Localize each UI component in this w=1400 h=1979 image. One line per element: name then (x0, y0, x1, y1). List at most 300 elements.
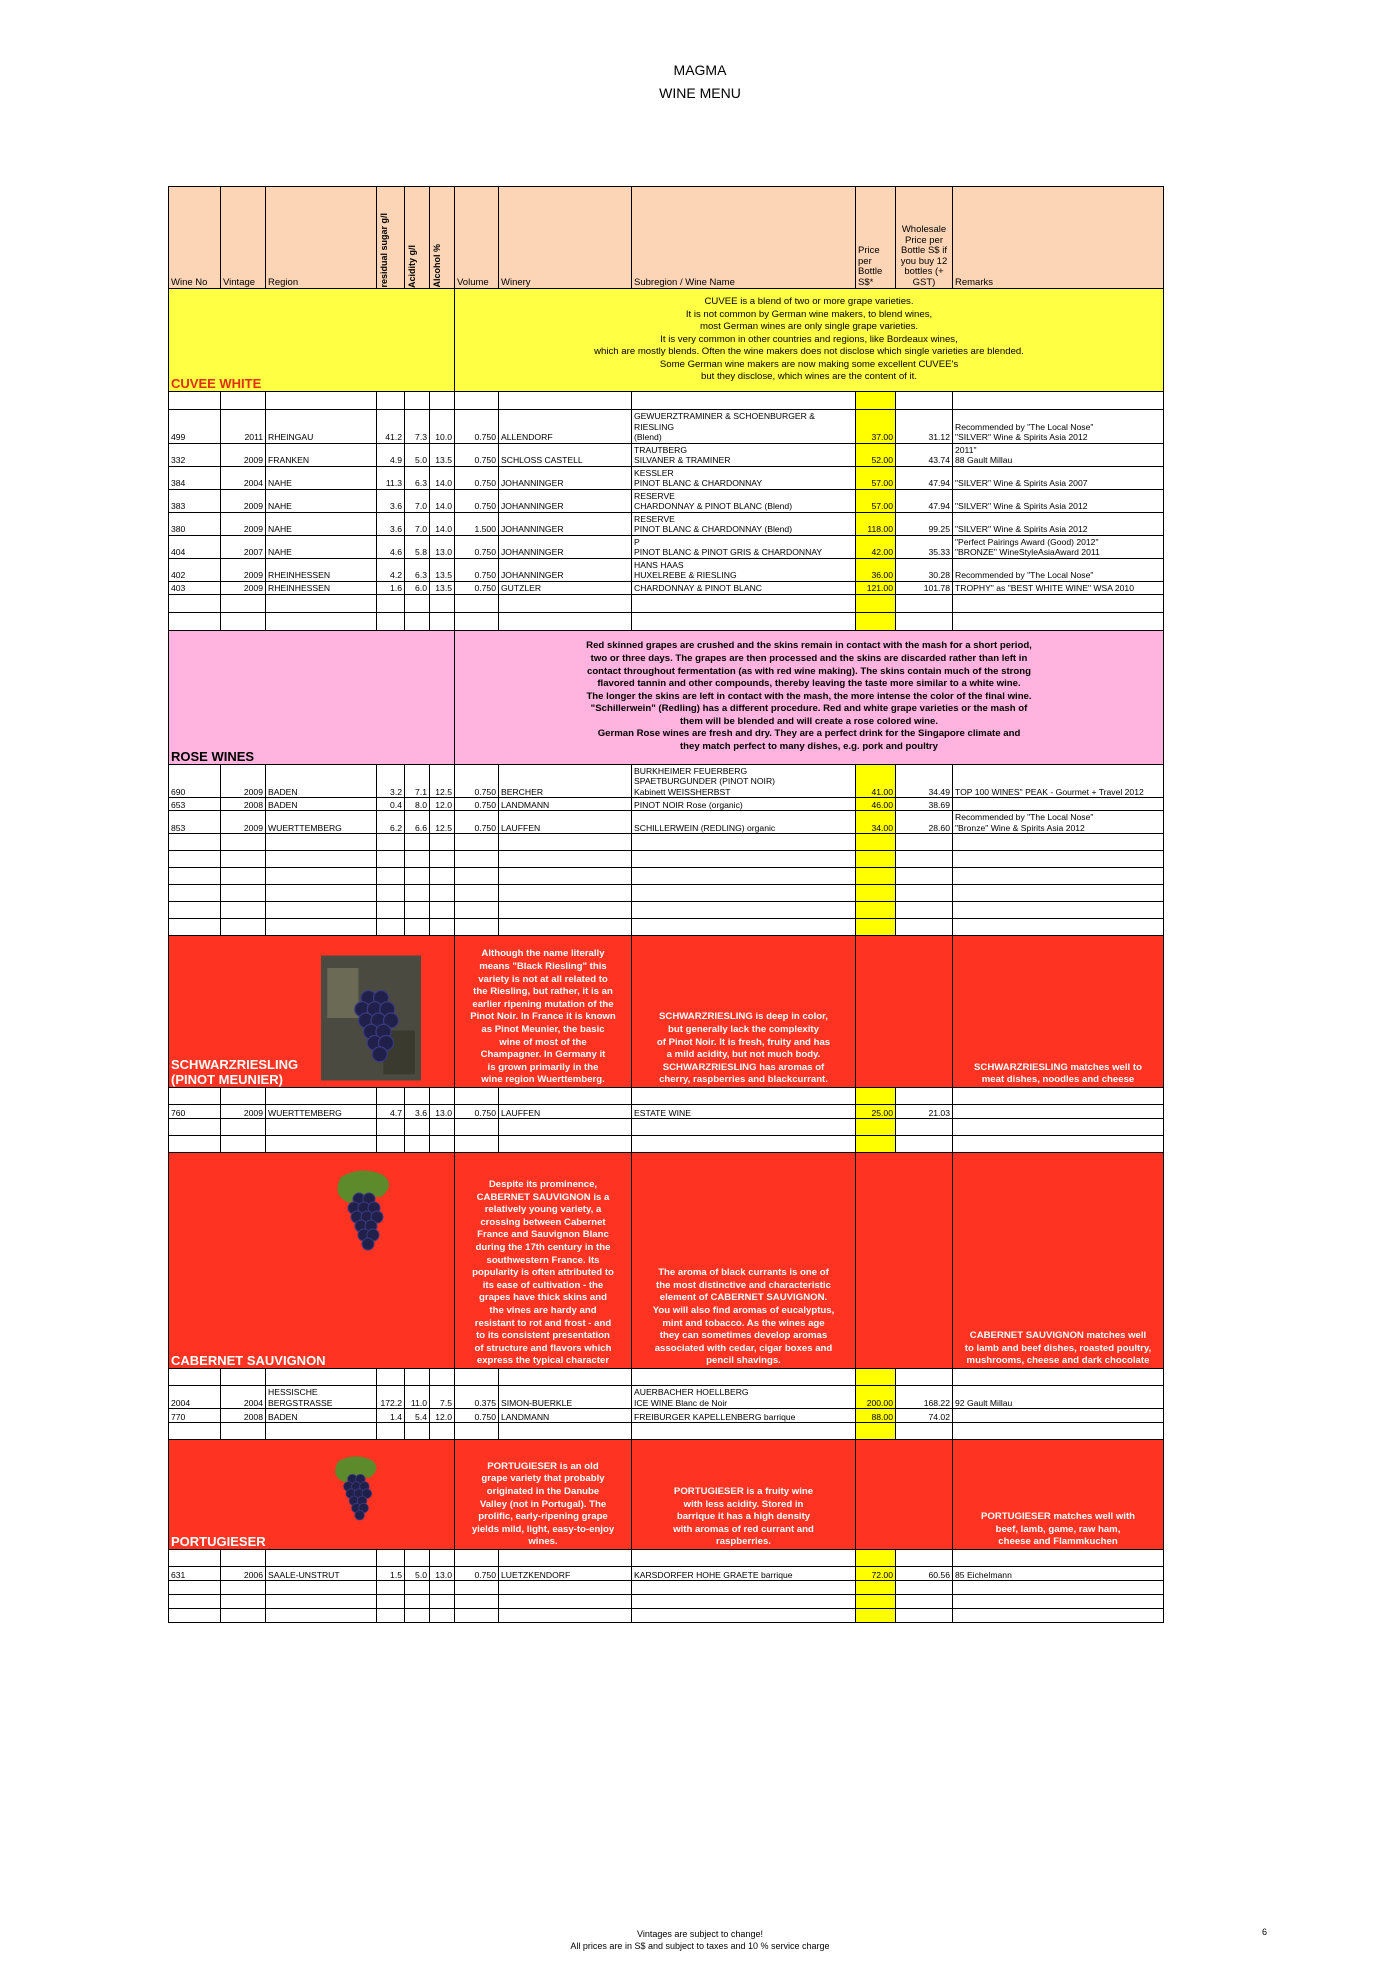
schwarz-pairing: SCHWARZRIESLING matches well to meat dishes, noodles and cheese (953, 936, 1164, 1088)
remarks: 92 Gault Millau (953, 1386, 1164, 1409)
empty-cell (896, 868, 953, 885)
empty-cell (221, 1136, 266, 1153)
wine-number: 499 (169, 410, 221, 444)
empty-cell (856, 1153, 953, 1369)
page-number: 6 (1262, 1927, 1268, 1937)
table-row (169, 1119, 1164, 1136)
table-row (169, 630, 1164, 764)
empty-cell (953, 1369, 1164, 1386)
table-row (169, 868, 1164, 885)
empty-cell (377, 834, 405, 851)
price: 118.00 (856, 512, 896, 535)
vintage: 2009 (221, 489, 266, 512)
empty-cell (632, 1088, 856, 1105)
table-row (169, 535, 1164, 558)
schwarz-title: SCHWARZRIESLING (PINOT MEUNIER) (171, 1057, 299, 1087)
empty-cell (405, 1119, 430, 1136)
empty-cell (953, 1581, 1164, 1595)
empty-cell (499, 1423, 632, 1440)
remarks: 85 Eichelmann (953, 1567, 1164, 1581)
empty-cell (632, 594, 856, 612)
price: 46.00 (856, 798, 896, 811)
empty-cell (499, 612, 632, 630)
empty-cell (169, 1136, 221, 1153)
table-row (169, 798, 1164, 811)
empty-cell (377, 1369, 405, 1386)
winery: LAUFFEN (499, 1105, 632, 1119)
price: 36.00 (856, 558, 896, 581)
table-row (169, 851, 1164, 868)
alcohol: 14.0 (430, 466, 455, 489)
empty-cell (455, 902, 499, 919)
empty-cell (632, 1595, 856, 1609)
table-row (169, 1595, 1164, 1609)
volume: 0.750 (455, 466, 499, 489)
empty-cell (221, 834, 266, 851)
region: FRANKEN (266, 443, 377, 466)
empty-cell (430, 1550, 455, 1567)
empty-cell (953, 885, 1164, 902)
wine-number: 383 (169, 489, 221, 512)
table-row (169, 558, 1164, 581)
empty-cell (455, 1369, 499, 1386)
empty-cell (896, 1581, 953, 1595)
alcohol: 12.0 (430, 798, 455, 811)
empty-cell (266, 612, 377, 630)
residual-sugar: 1.6 (377, 581, 405, 594)
grape-image (321, 1165, 401, 1268)
empty-cell (221, 1423, 266, 1440)
schwarz-aroma: SCHWARZRIESLING is deep in color, but generally lack the complexity of Pinot Noir. It is fresh, fruity and has a mild acidity, but not much body. SCHWARZRIESLING has aromas of cherry, raspberries and blackcurrant. (632, 936, 856, 1088)
empty-cell (896, 1550, 953, 1567)
winery: JOHANNINGER (499, 535, 632, 558)
region: RHEINHESSEN (266, 558, 377, 581)
empty-cell (266, 851, 377, 868)
wine-number: 402 (169, 558, 221, 581)
residual-sugar: 3.2 (377, 764, 405, 798)
empty-cell (856, 594, 896, 612)
vintage: 2009 (221, 558, 266, 581)
empty-cell (266, 1595, 377, 1609)
wine-number: 403 (169, 581, 221, 594)
winery: LUETZKENDORF (499, 1567, 632, 1581)
empty-cell (455, 1136, 499, 1153)
empty-cell (221, 1609, 266, 1623)
remarks: TOP 100 WINES" PEAK - Gourmet + Travel 2012 (953, 764, 1164, 798)
empty-cell (221, 1595, 266, 1609)
empty-cell (377, 1595, 405, 1609)
menu-title: MAGMA (673, 62, 727, 78)
empty-cell (896, 851, 953, 868)
cabernet-title: CABERNET SAUVIGNON (171, 1353, 326, 1368)
wine-name: ESTATE WINE (632, 1105, 856, 1119)
empty-cell (499, 1609, 632, 1623)
cuvee-description: CUVEE is a blend of two or more grape varieties. It is not common by German wine makers, to blend wines, most German wines are only single grape varieties. It is very common in other countries and regions, like Bordeaux wines, which are mostly blends. Often the wine makers does not disclose which single varieties are blended. Some German wine makers are now making some excellent CUVEE's but they disclose, which wines are the content of it. (455, 289, 1164, 392)
vintage: 2007 (221, 535, 266, 558)
empty-cell (499, 919, 632, 936)
price: 34.00 (856, 811, 896, 834)
wine-table (168, 186, 1164, 1623)
empty-cell (953, 1088, 1164, 1105)
table-row (169, 466, 1164, 489)
table-row (169, 1581, 1164, 1595)
volume: 0.375 (455, 1386, 499, 1409)
column-header-alcohol (430, 187, 455, 289)
price: 52.00 (856, 443, 896, 466)
table-row (169, 936, 1164, 1088)
vintage: 2011 (221, 410, 266, 444)
price: 25.00 (856, 1105, 896, 1119)
empty-cell (266, 902, 377, 919)
table-row (169, 1609, 1164, 1623)
empty-cell (632, 902, 856, 919)
cabernet-pairing: CABERNET SAUVIGNON matches well to lamb and beef dishes, roasted poultry, mushrooms, cheese and dark chocolate (953, 1153, 1164, 1369)
remarks: "Perfect Pairings Award (Good) 2012" "BRONZE" WineStyleAsiaAward 2011 (953, 535, 1164, 558)
empty-cell (405, 1369, 430, 1386)
empty-cell (953, 902, 1164, 919)
empty-cell (266, 919, 377, 936)
empty-cell (221, 1581, 266, 1595)
empty-cell (221, 919, 266, 936)
empty-cell (405, 392, 430, 410)
volume: 0.750 (455, 443, 499, 466)
wholesale-price: 74.02 (896, 1409, 953, 1423)
empty-cell (455, 1119, 499, 1136)
remarks: "SILVER" Wine & Spirits Asia 2012 (953, 489, 1164, 512)
empty-cell (856, 851, 896, 868)
empty-cell (430, 612, 455, 630)
table-row (169, 834, 1164, 851)
empty-cell (430, 1581, 455, 1595)
volume: 0.750 (455, 558, 499, 581)
empty-cell (632, 885, 856, 902)
empty-cell (430, 919, 455, 936)
acidity: 7.0 (405, 489, 430, 512)
empty-cell (221, 902, 266, 919)
acidity: 6.3 (405, 558, 430, 581)
winery: JOHANNINGER (499, 489, 632, 512)
vintage: 2008 (221, 798, 266, 811)
empty-cell (377, 1088, 405, 1105)
portugieser-title: PORTUGIESER (171, 1534, 266, 1549)
empty-cell (856, 612, 896, 630)
winery: SCHLOSS CASTELL (499, 443, 632, 466)
residual-sugar: 41.2 (377, 410, 405, 444)
empty-cell (221, 1088, 266, 1105)
volume: 1.500 (455, 512, 499, 535)
region: BADEN (266, 798, 377, 811)
cabernet-title-cell (169, 1153, 455, 1369)
empty-cell (856, 1136, 896, 1153)
empty-cell (499, 885, 632, 902)
vintage: 2004 (221, 466, 266, 489)
vintage: 2009 (221, 581, 266, 594)
wine-number: 770 (169, 1409, 221, 1423)
empty-cell (169, 868, 221, 885)
empty-cell (266, 1369, 377, 1386)
volume: 0.750 (455, 535, 499, 558)
empty-cell (377, 1423, 405, 1440)
table-row (169, 1440, 1164, 1550)
acidity: 11.0 (405, 1386, 430, 1409)
acidity: 6.6 (405, 811, 430, 834)
column-header-sugar (377, 187, 405, 289)
volume: 0.750 (455, 1409, 499, 1423)
volume: 0.750 (455, 489, 499, 512)
remarks: "SILVER" Wine & Spirits Asia 2007 (953, 466, 1164, 489)
empty-cell (169, 1119, 221, 1136)
empty-cell (405, 1550, 430, 1567)
remarks: Recommended by "The Local Nose" "SILVER" Wine & Spirits Asia 2012 (953, 410, 1164, 444)
residual-sugar: 1.5 (377, 1567, 405, 1581)
vintage: 2009 (221, 512, 266, 535)
table-row (169, 885, 1164, 902)
empty-cell (896, 919, 953, 936)
region: NAHE (266, 466, 377, 489)
alcohol: 7.5 (430, 1386, 455, 1409)
portugieser-title-cell (169, 1440, 455, 1550)
acidity: 6.3 (405, 466, 430, 489)
empty-cell (499, 392, 632, 410)
acidity: 5.8 (405, 535, 430, 558)
price: 41.00 (856, 764, 896, 798)
empty-cell (377, 1581, 405, 1595)
column-header-subregion: Subregion / Wine Name (632, 187, 856, 289)
wine-name: SCHILLERWEIN (REDLING) organic (632, 811, 856, 834)
empty-cell (499, 834, 632, 851)
table-row (169, 764, 1164, 798)
empty-cell (405, 919, 430, 936)
empty-cell (856, 1440, 953, 1550)
table-row (169, 1369, 1164, 1386)
volume: 0.750 (455, 1567, 499, 1581)
column-header-acidity (405, 187, 430, 289)
empty-cell (953, 1136, 1164, 1153)
wine-number: 332 (169, 443, 221, 466)
wine-name: P PINOT BLANC & PINOT GRIS & CHARDONNAY (632, 535, 856, 558)
table-row (169, 1153, 1164, 1369)
price: 200.00 (856, 1386, 896, 1409)
price: 72.00 (856, 1567, 896, 1581)
empty-cell (430, 1119, 455, 1136)
column-header-label: Alcohol % (432, 244, 442, 288)
empty-cell (896, 612, 953, 630)
empty-cell (455, 1609, 499, 1623)
empty-cell (896, 392, 953, 410)
cabernet-description: Despite its prominence, CABERNET SAUVIGNON is a relatively young variety, a crossing between Cabernet France and Sauvignon Blanc during the 17th century in the southwestern France. Its popularity is often attributed to its ease of cultivation - the grapes have thick skins and the vines are hardy and resistant to rot and frost - and to its consistent presentation of structure and flavors which express the typical character (455, 1153, 632, 1369)
empty-cell (221, 851, 266, 868)
empty-cell (377, 868, 405, 885)
empty-cell (377, 1609, 405, 1623)
table-row (169, 289, 1164, 392)
empty-cell (266, 1550, 377, 1567)
column-header-wine-no: Wine No (169, 187, 221, 289)
empty-cell (221, 868, 266, 885)
wholesale-price: 47.94 (896, 489, 953, 512)
wholesale-price: 60.56 (896, 1567, 953, 1581)
empty-cell (405, 902, 430, 919)
portugieser-description: PORTUGIESER is an old grape variety that probably originated in the Danube Valley (not in Portugal). The prolific, early-ripening grape yields mild, light, easy-to-enjoy wines. (455, 1440, 632, 1550)
residual-sugar: 172.2 (377, 1386, 405, 1409)
wine-number: 690 (169, 764, 221, 798)
region: HESSISCHE BERGSTRASSE (266, 1386, 377, 1409)
alcohol: 14.0 (430, 489, 455, 512)
empty-cell (632, 1369, 856, 1386)
empty-cell (455, 1595, 499, 1609)
empty-cell (169, 1581, 221, 1595)
empty-cell (896, 1595, 953, 1609)
empty-cell (221, 1119, 266, 1136)
wine-name: KARSDORFER HOHE GRAETE barrique (632, 1567, 856, 1581)
acidity: 7.0 (405, 512, 430, 535)
empty-cell (499, 1119, 632, 1136)
empty-cell (856, 902, 896, 919)
empty-cell (632, 834, 856, 851)
cabernet-aroma: The aroma of black currants is one of the most distinctive and characteristic element of CABERNET SAUVIGNON. You will also find aromas of eucalyptus, mint and tobacco. As the wines age they can sometimes develop aromas associated with cedar, cigar boxes and pencil shavings. (632, 1153, 856, 1369)
vintage: 2008 (221, 1409, 266, 1423)
vintage: 2006 (221, 1567, 266, 1581)
acidity: 8.0 (405, 798, 430, 811)
empty-cell (455, 885, 499, 902)
empty-cell (632, 1119, 856, 1136)
price: 42.00 (856, 535, 896, 558)
table-row (169, 902, 1164, 919)
acidity: 7.3 (405, 410, 430, 444)
price: 37.00 (856, 410, 896, 444)
empty-cell (632, 1609, 856, 1623)
empty-cell (896, 1369, 953, 1386)
wine-name: CHARDONNAY & PINOT BLANC (632, 581, 856, 594)
footer-note: Vintages are subject to change! (637, 1929, 763, 1939)
empty-cell (405, 612, 430, 630)
empty-cell (405, 1581, 430, 1595)
remarks: TROPHY" as "BEST WHITE WINE" WSA 2010 (953, 581, 1164, 594)
empty-cell (169, 1088, 221, 1105)
empty-cell (856, 1581, 896, 1595)
table-row (169, 811, 1164, 834)
wine-number: 380 (169, 512, 221, 535)
vintage: 2004 (221, 1386, 266, 1409)
residual-sugar: 4.2 (377, 558, 405, 581)
empty-cell (632, 919, 856, 936)
empty-cell (499, 1595, 632, 1609)
region: BADEN (266, 1409, 377, 1423)
wine-name: FREIBURGER KAPELLENBERG barrique (632, 1409, 856, 1423)
table-row (169, 1567, 1164, 1581)
residual-sugar: 0.4 (377, 798, 405, 811)
empty-cell (377, 1119, 405, 1136)
empty-cell (377, 902, 405, 919)
alcohol: 12.5 (430, 764, 455, 798)
table-row (169, 1105, 1164, 1119)
volume: 0.750 (455, 798, 499, 811)
footer-prices-note: All prices are in S$ and subject to taxes and 10 % service charge (570, 1941, 830, 1951)
empty-cell (266, 392, 377, 410)
empty-cell (169, 851, 221, 868)
alcohol: 13.5 (430, 581, 455, 594)
empty-cell (896, 834, 953, 851)
remarks: 2011" 88 Gault Millau (953, 443, 1164, 466)
acidity: 3.6 (405, 1105, 430, 1119)
empty-cell (405, 1088, 430, 1105)
column-header-region: Region (266, 187, 377, 289)
vintage: 2009 (221, 811, 266, 834)
acidity: 5.0 (405, 443, 430, 466)
cuvee-title: CUVEE WHITE (169, 289, 455, 392)
table-row (169, 187, 1164, 289)
wine-name: TRAUTBERG SILVANER & TRAMINER (632, 443, 856, 466)
table-row (169, 919, 1164, 936)
wholesale-price: 38.69 (896, 798, 953, 811)
empty-cell (405, 834, 430, 851)
winery: SIMON-BUERKLE (499, 1386, 632, 1409)
empty-cell (499, 902, 632, 919)
empty-cell (455, 392, 499, 410)
winery: ALLENDORF (499, 410, 632, 444)
volume: 0.750 (455, 1105, 499, 1119)
empty-cell (430, 1423, 455, 1440)
wine-number: 653 (169, 798, 221, 811)
empty-cell (953, 612, 1164, 630)
winery: LAUFFEN (499, 811, 632, 834)
wholesale-price: 47.94 (896, 466, 953, 489)
empty-cell (405, 1423, 430, 1440)
empty-cell (856, 1595, 896, 1609)
empty-cell (221, 1550, 266, 1567)
empty-cell (953, 392, 1164, 410)
empty-cell (896, 1088, 953, 1105)
table-row (169, 612, 1164, 630)
wine-name: AUERBACHER HOELLBERG ICE WINE Blanc de Noir (632, 1386, 856, 1409)
empty-cell (953, 851, 1164, 868)
empty-cell (896, 1609, 953, 1623)
empty-cell (405, 594, 430, 612)
empty-cell (953, 1119, 1164, 1136)
alcohol: 13.0 (430, 1567, 455, 1581)
rose-description: Red skinned grapes are crushed and the skins remain in contact with the mash for a short period, two or three days. The grapes are then processed and the skins are discarded rather than left in contact throughout fermentation (as with red wine making). The skins contain much of the strong flavored tannin and other compounds, thereby leaving the taste more similar to a white wine. The longer the skins are left in contact with the mash, the more intense the color of the final wine. "Schillerwein" (Redling) has a different procedure. Red and white grape varieties or the mash of them will be blended and will create a rose colored wine. German Rose wines are fresh and dry. They are a perfect drink for the Singapore climate and they match perfect to many dishes, e.g. pork and poultry (455, 630, 1164, 764)
residual-sugar: 11.3 (377, 466, 405, 489)
wine-name: RESERVE CHARDONNAY & PINOT BLANC (Blend) (632, 489, 856, 512)
empty-cell (632, 1581, 856, 1595)
empty-cell (405, 868, 430, 885)
winery: JOHANNINGER (499, 512, 632, 535)
empty-cell (953, 868, 1164, 885)
empty-cell (896, 1136, 953, 1153)
wine-number: 384 (169, 466, 221, 489)
empty-cell (499, 1088, 632, 1105)
empty-cell (169, 1423, 221, 1440)
winery: JOHANNINGER (499, 466, 632, 489)
volume: 0.750 (455, 410, 499, 444)
empty-cell (430, 1369, 455, 1386)
empty-cell (632, 1136, 856, 1153)
remarks (953, 1409, 1164, 1423)
winery: JOHANNINGER (499, 558, 632, 581)
region: NAHE (266, 512, 377, 535)
empty-cell (169, 919, 221, 936)
portugieser-aroma: PORTUGIESER is a fruity wine with less acidity. Stored in barrique it has a high density with aromas of red currant and raspberries. (632, 1440, 856, 1550)
table-row (169, 410, 1164, 444)
winery: BERCHER (499, 764, 632, 798)
table-row (169, 581, 1164, 594)
alcohol: 12.0 (430, 1409, 455, 1423)
empty-cell (377, 919, 405, 936)
empty-cell (169, 1369, 221, 1386)
empty-cell (953, 1423, 1164, 1440)
empty-cell (169, 1595, 221, 1609)
empty-cell (856, 1550, 896, 1567)
table-row (169, 392, 1164, 410)
